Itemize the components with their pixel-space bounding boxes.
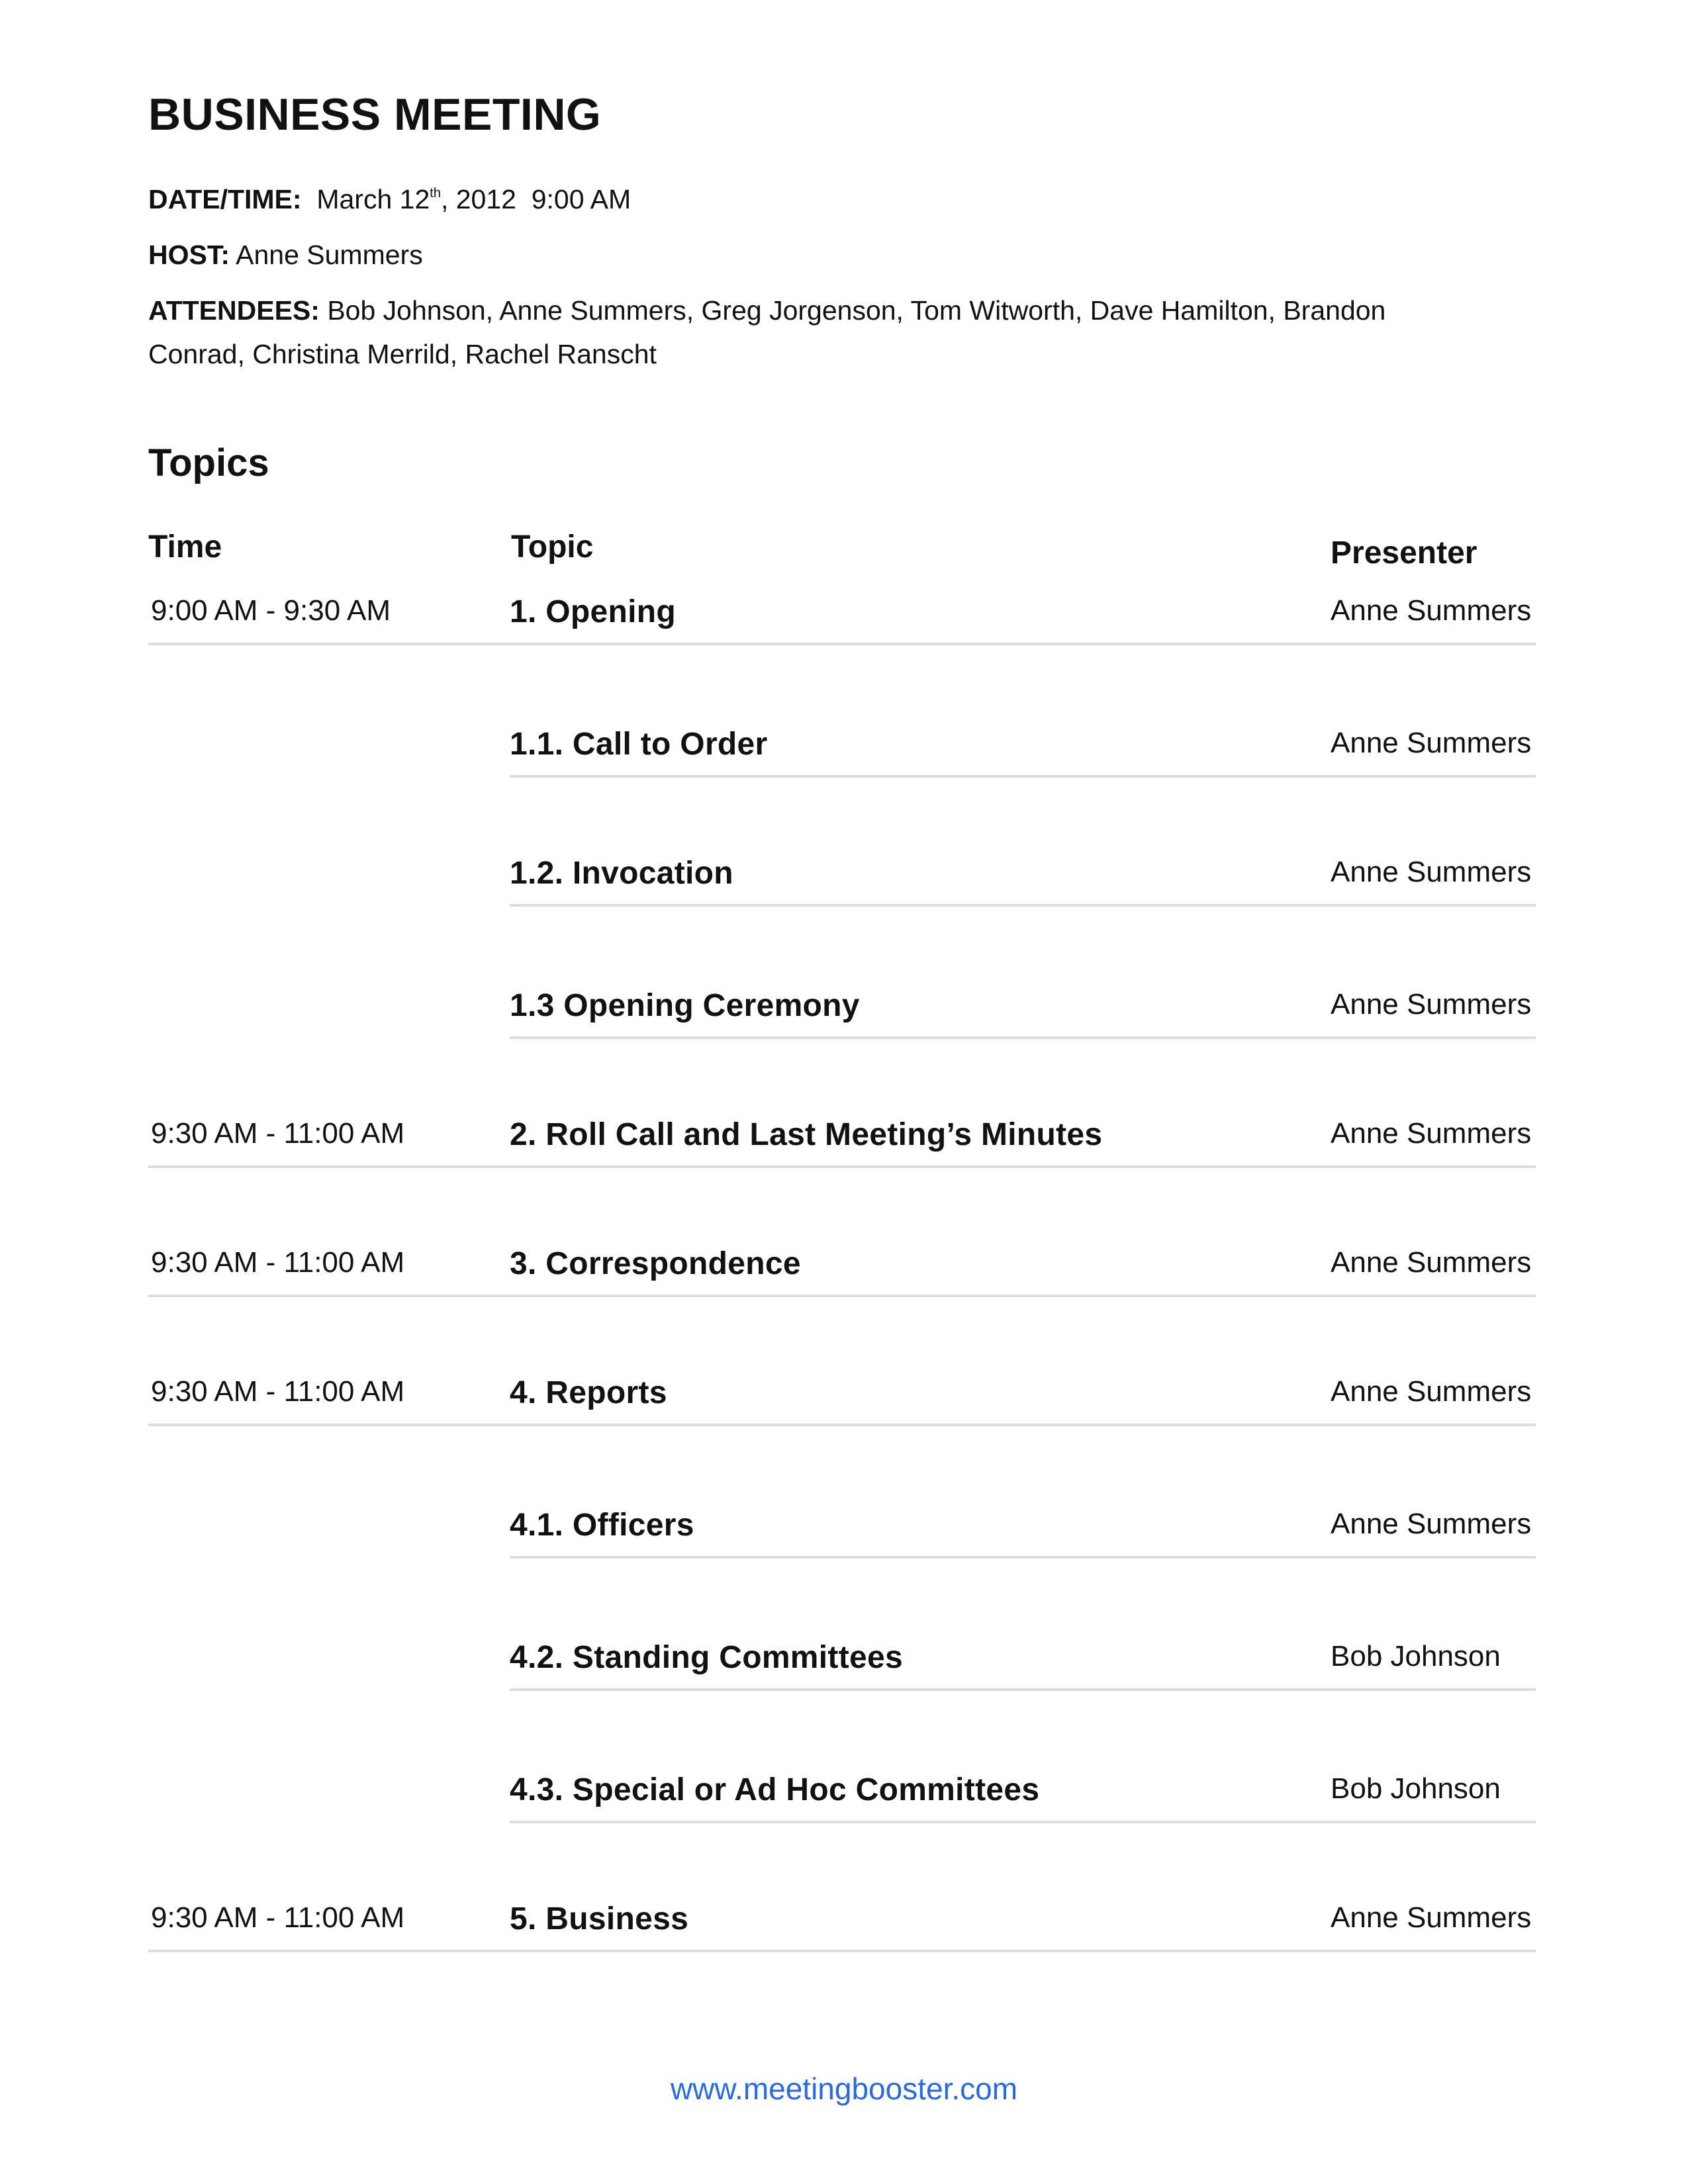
- agenda-row: [0, 852, 1688, 912]
- agenda-topic: 4.3. Special or Ad Hoc Committees: [510, 1772, 1040, 1807]
- datetime-value-date: March 12: [316, 184, 430, 214]
- agenda-row: [0, 1243, 1688, 1302]
- meta-host: [148, 233, 423, 277]
- agenda-row: [0, 591, 1688, 651]
- agenda-presenter: Anne Summers: [1331, 1508, 1532, 1540]
- row-divider: [148, 1295, 1536, 1297]
- agenda-topic: 5. Business: [510, 1901, 689, 1936]
- datetime-ordinal: th: [430, 186, 441, 201]
- agenda-row: [0, 1637, 1688, 1696]
- agenda-topic: 4. Reports: [510, 1375, 667, 1410]
- agenda-time: 9:30 AM - 11:00 AM: [151, 1901, 405, 1934]
- agenda-topic: 1. Opening: [510, 594, 677, 629]
- agenda-presenter: Anne Summers: [1331, 1117, 1532, 1150]
- row-divider: [148, 1165, 1536, 1168]
- agenda-presenter: Anne Summers: [1331, 988, 1532, 1021]
- column-header-topic: Topic: [511, 529, 594, 565]
- agenda-row: [0, 1898, 1688, 1958]
- agenda-presenter: Bob Johnson: [1331, 1640, 1501, 1672]
- agenda-presenter: Anne Summers: [1331, 1901, 1532, 1934]
- attendees-value: Bob Johnson, Anne Summers, Greg Jorgenson, Tom Witworth, Dave Hamilton, Brandon Conrad, Christina Merrild, Rachel Ranscht: [148, 295, 1386, 369]
- meta-attendees: [148, 289, 1459, 376]
- agenda-topic: 3. Correspondence: [510, 1246, 801, 1281]
- host-label: HOST:: [148, 240, 230, 270]
- row-divider: [510, 1036, 1536, 1039]
- column-header-time: Time: [148, 529, 222, 565]
- agenda-row: [0, 1769, 1688, 1829]
- row-divider: [148, 1424, 1536, 1426]
- agenda-topic: 4.2. Standing Committees: [510, 1640, 903, 1675]
- row-divider: [148, 643, 1536, 645]
- agenda-presenter: Anne Summers: [1331, 1246, 1532, 1279]
- agenda-topic: 1.3 Opening Ceremony: [510, 988, 860, 1023]
- agenda-presenter: Anne Summers: [1331, 1375, 1532, 1408]
- datetime-value-rest: , 2012 9:00 AM: [440, 184, 632, 214]
- agenda-time: 9:30 AM - 11:00 AM: [151, 1246, 405, 1279]
- meta-datetime: [148, 177, 631, 221]
- agenda-presenter: Anne Summers: [1331, 856, 1532, 888]
- row-divider: [148, 1950, 1536, 1952]
- agenda-presenter: Anne Summers: [1331, 594, 1532, 627]
- agenda-row: [0, 723, 1688, 783]
- agenda-row: [0, 1114, 1688, 1173]
- row-divider: [510, 1821, 1536, 1823]
- agenda-presenter: Bob Johnson: [1331, 1772, 1501, 1805]
- agenda-row: [0, 1372, 1688, 1432]
- agenda-row: [0, 1504, 1688, 1564]
- host-value: Anne Summers: [236, 240, 423, 270]
- agenda-topic: 2. Roll Call and Last Meeting’s Minutes: [510, 1117, 1103, 1152]
- agenda-presenter: Anne Summers: [1331, 727, 1532, 759]
- agenda-time: 9:00 AM - 9:30 AM: [151, 594, 391, 627]
- datetime-label: DATE/TIME:: [148, 184, 302, 214]
- agenda-row: [0, 985, 1688, 1044]
- agenda-time: 9:30 AM - 11:00 AM: [151, 1375, 405, 1408]
- row-divider: [510, 1688, 1536, 1691]
- row-divider: [510, 904, 1536, 907]
- agenda-topic: 1.2. Invocation: [510, 856, 733, 891]
- footer-website-link[interactable]: www.meetingbooster.com: [670, 2071, 1018, 2106]
- topics-heading: Topics: [148, 441, 269, 484]
- row-divider: [510, 1556, 1536, 1559]
- attendees-label: ATTENDEES:: [148, 295, 320, 326]
- row-divider: [510, 775, 1536, 778]
- document-title: BUSINESS MEETING: [148, 89, 602, 140]
- agenda-topic: 4.1. Officers: [510, 1508, 694, 1543]
- agenda-topic: 1.1. Call to Order: [510, 727, 768, 762]
- column-header-presenter: Presenter: [1331, 535, 1477, 570]
- agenda-time: 9:30 AM - 11:00 AM: [151, 1117, 405, 1150]
